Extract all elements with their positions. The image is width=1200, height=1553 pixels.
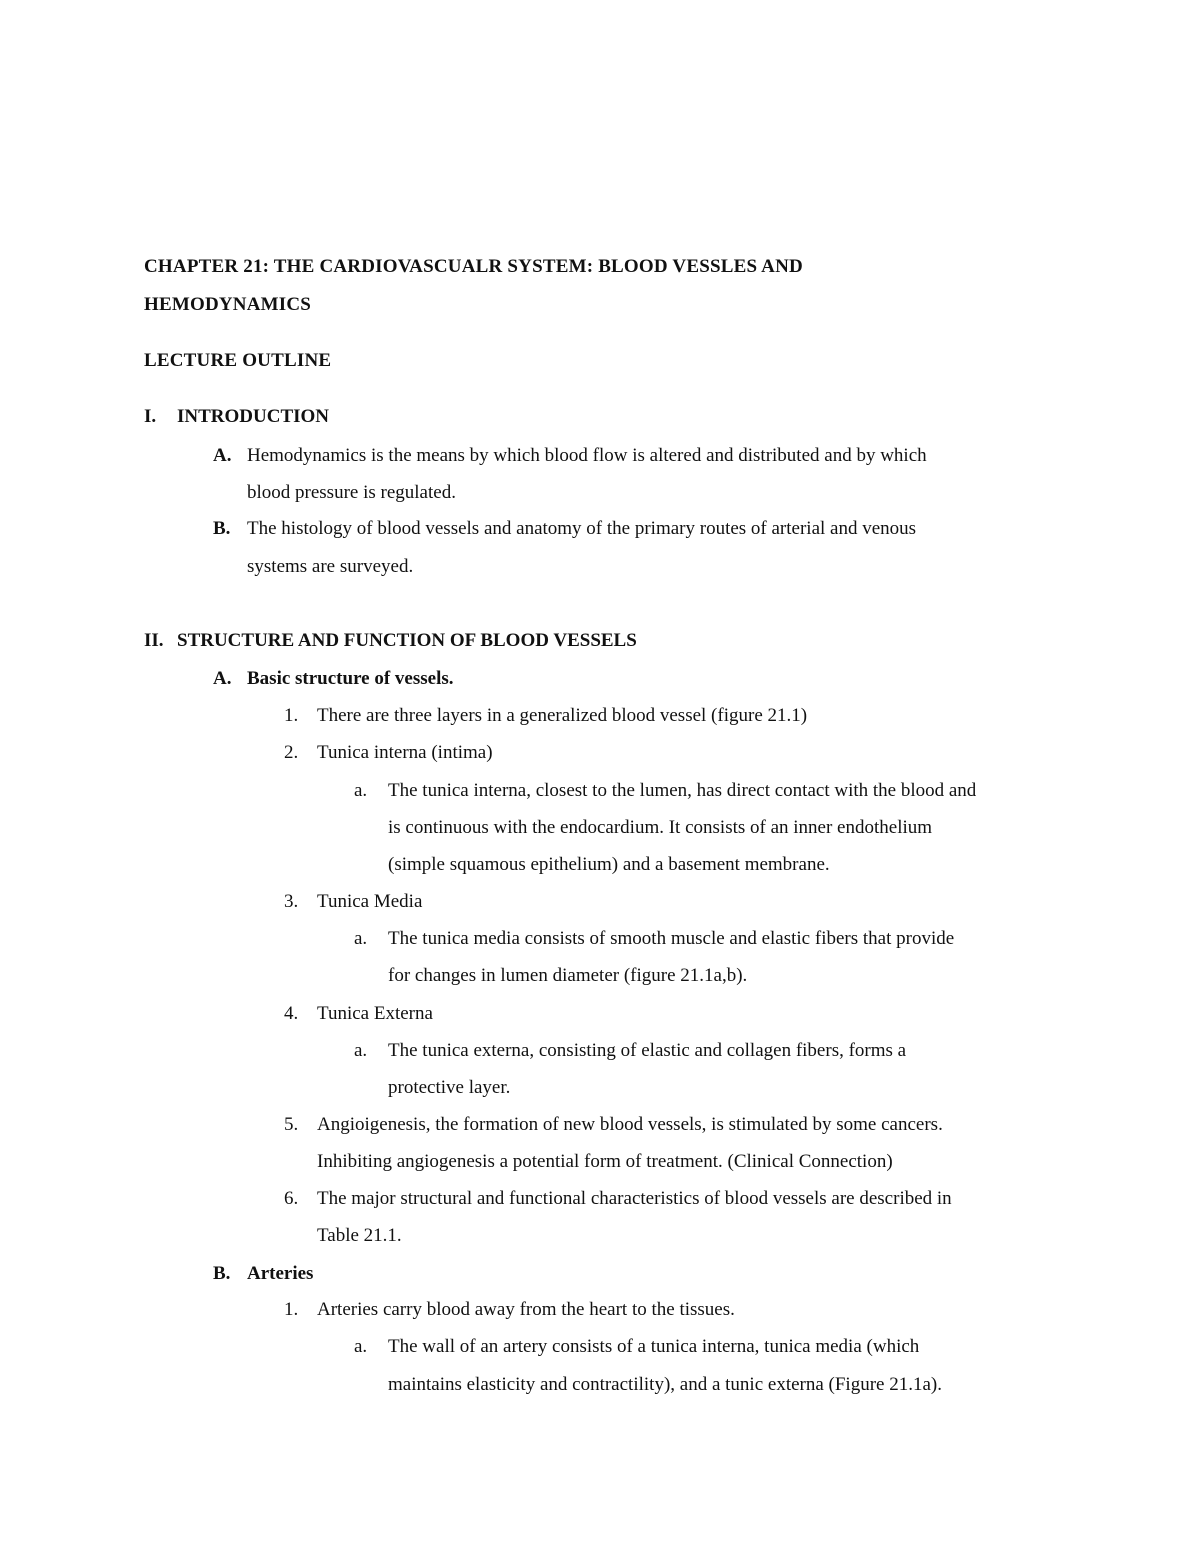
sub-item-text: The tunica externa, consisting of elastic and collagen fibers, forms a <box>388 1040 907 1061</box>
item-marker: B. <box>213 518 231 539</box>
chapter-title: CHAPTER 21: THE CARDIOVASCUALR SYSTEM: BLOOD VESSLES AND <box>144 256 803 277</box>
subsection-marker: A. <box>213 668 232 689</box>
sub-item-marker: a. <box>354 780 368 801</box>
sub-item-text: The wall of an artery consists of a tunica interna, tunica media (which <box>388 1336 920 1357</box>
item-marker: A. <box>213 445 232 466</box>
list-number: 5. <box>284 1114 299 1135</box>
list-item-text-continued: Table 21.1. <box>317 1225 402 1246</box>
list-item-text: The major structural and functional characteristics of blood vessels are described in <box>317 1188 952 1209</box>
sub-item-text: The tunica interna, closest to the lumen, has direct contact with the blood and <box>388 780 977 801</box>
list-item-text: Tunica interna (intima) <box>317 742 493 763</box>
subsection-marker: B. <box>213 1263 231 1284</box>
item-text-continued: blood pressure is regulated. <box>247 482 456 503</box>
list-item-text: Tunica Externa <box>317 1003 433 1024</box>
sub-item-text-continued: (simple squamous epithelium) and a basement membrane. <box>388 854 830 875</box>
item-text: Hemodynamics is the means by which blood flow is altered and distributed and by which <box>247 445 927 466</box>
section-marker: I. <box>144 406 157 427</box>
chapter-title-continued: HEMODYNAMICS <box>144 294 312 315</box>
list-number: 1. <box>284 1299 299 1320</box>
list-number: 4. <box>284 1003 299 1024</box>
sub-item-marker: a. <box>354 1040 368 1061</box>
sub-item-text-continued: protective layer. <box>388 1077 511 1098</box>
sub-item-text-continued: maintains elasticity and contractility), and a tunic externa (Figure 21.1a). <box>388 1374 942 1395</box>
list-item-text: Arteries carry blood away from the heart to the tissues. <box>317 1299 735 1320</box>
list-number: 2. <box>284 742 299 763</box>
section-heading-structure: STRUCTURE AND FUNCTION OF BLOOD VESSELS <box>177 630 637 651</box>
list-number: 3. <box>284 891 299 912</box>
item-text: The histology of blood vessels and anatomy of the primary routes of arterial and venous <box>247 518 917 539</box>
sub-item-text: The tunica media consists of smooth muscle and elastic fibers that provide <box>388 928 955 949</box>
lecture-outline-heading: LECTURE OUTLINE <box>144 350 332 371</box>
list-item-text: There are three layers in a generalized blood vessel (figure 21.1) <box>317 705 808 726</box>
sub-item-text-continued: for changes in lumen diameter (figure 21.1a,b). <box>388 965 748 986</box>
list-item-text-continued: Inhibiting angiogenesis a potential form of treatment. (Clinical Connection) <box>317 1151 893 1172</box>
item-text-continued: systems are surveyed. <box>247 556 414 577</box>
list-item-text: Angioigenesis, the formation of new blood vessels, is stimulated by some cancers. <box>317 1114 943 1135</box>
list-number: 6. <box>284 1188 299 1209</box>
subsection-heading-basic-structure: Basic structure of vessels. <box>247 668 454 689</box>
section-heading-introduction: INTRODUCTION <box>177 406 330 427</box>
sub-item-marker: a. <box>354 928 368 949</box>
list-item-text: Tunica Media <box>317 891 423 912</box>
list-number: 1. <box>284 705 299 726</box>
subsection-heading-arteries: Arteries <box>247 1263 314 1284</box>
section-marker: II. <box>144 630 164 651</box>
sub-item-marker: a. <box>354 1336 368 1357</box>
sub-item-text-continued: is continuous with the endocardium. It consists of an inner endothelium <box>388 817 933 838</box>
